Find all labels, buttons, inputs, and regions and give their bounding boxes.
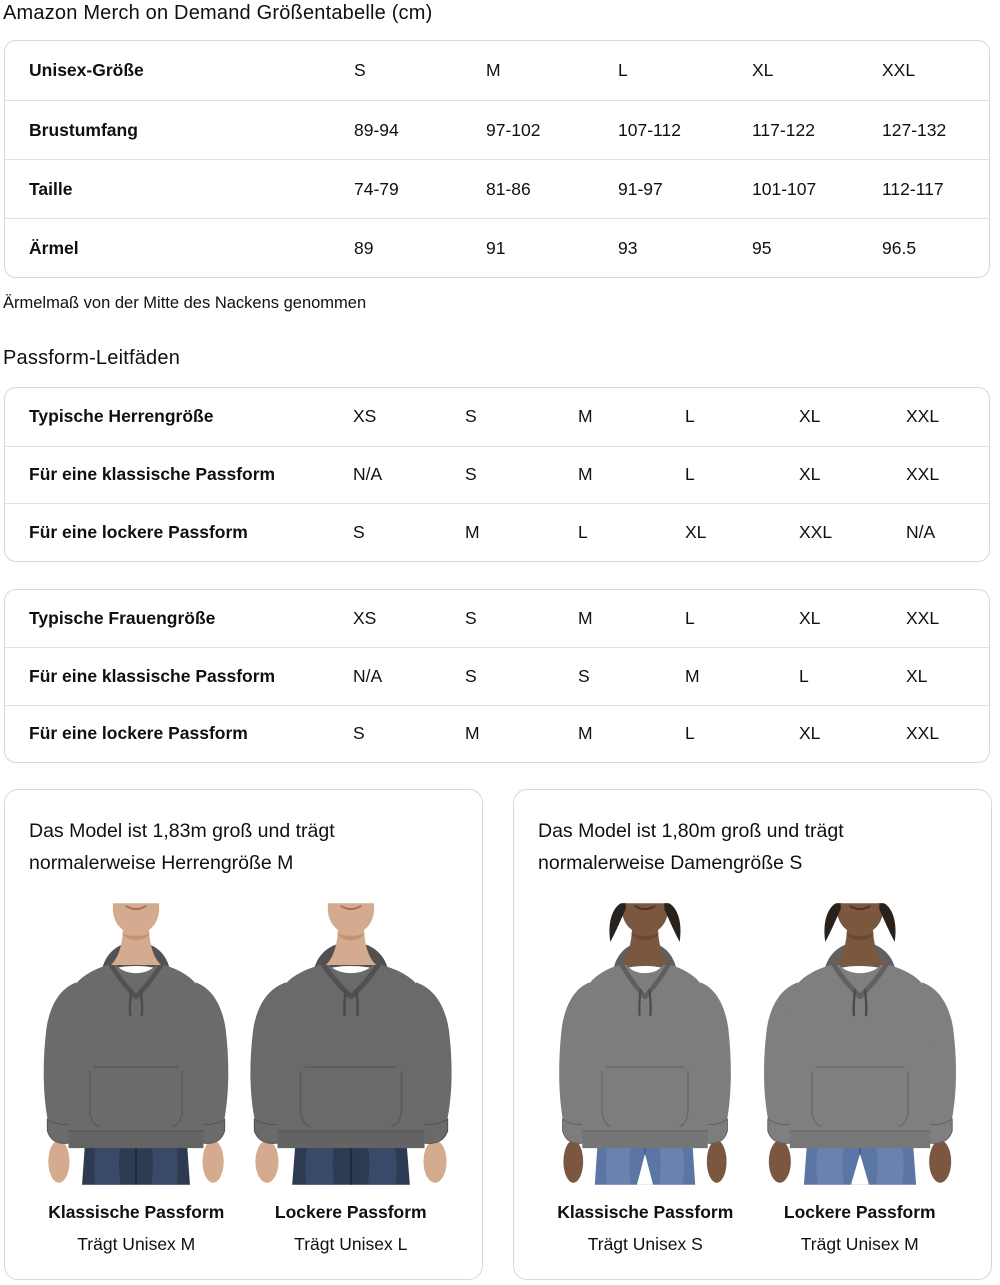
table-row — [5, 100, 989, 159]
size-cell: M — [578, 406, 593, 427]
size-cell: 96.5 — [882, 237, 917, 258]
size-cell: XL — [799, 723, 821, 744]
women-model-figures — [538, 903, 967, 1255]
fit-guides-heading: Passform-Leitfäden — [3, 347, 181, 369]
table-row — [5, 388, 989, 446]
size-cell: XXL — [799, 521, 833, 542]
table-row — [5, 503, 989, 561]
size-cell: 81-86 — [486, 178, 531, 199]
fit-label: Lockere Passform — [783, 1202, 936, 1222]
model-photo — [30, 903, 242, 1185]
size-cell: N/A — [353, 464, 383, 485]
size-cell: 93 — [618, 237, 638, 258]
table-row — [5, 41, 989, 100]
size-cell: XL — [799, 406, 821, 427]
size-cell: L — [685, 406, 695, 427]
model-figure — [244, 903, 459, 1255]
row-label: Taille — [29, 178, 73, 199]
size-cell: 101-107 — [752, 178, 817, 199]
size-label: Trägt Unisex M — [800, 1234, 919, 1254]
size-cell: 89-94 — [354, 119, 399, 140]
row-label: Unisex-Größe — [29, 60, 144, 80]
women-fit-table — [4, 589, 990, 764]
size-cell: XL — [799, 607, 821, 628]
size-cell: XL — [799, 464, 821, 485]
size-cell: S — [465, 464, 477, 485]
size-cell: 95 — [752, 237, 772, 258]
model-figure — [29, 903, 244, 1255]
table-row — [5, 590, 989, 648]
size-cell: L — [578, 521, 588, 542]
size-cell: L — [685, 464, 695, 485]
model-figure — [753, 903, 968, 1255]
size-cell: S — [465, 607, 477, 628]
size-cell: 91 — [486, 237, 506, 258]
men-model-figures — [29, 903, 458, 1255]
table-row — [5, 218, 989, 277]
size-cell: L — [685, 607, 695, 628]
size-cell: XXL — [906, 406, 940, 427]
size-cell: S — [578, 665, 590, 686]
size-cell: XL — [685, 521, 707, 542]
size-cell: XS — [353, 406, 377, 427]
sleeve-measure-note: Ärmelmaß von der Mitte des Nackens genommen — [3, 294, 367, 312]
size-cell: XXL — [882, 60, 916, 80]
fit-label: Klassische Passform — [557, 1202, 734, 1222]
size-cell: 91-97 — [618, 178, 663, 199]
size-cell: M — [486, 60, 501, 80]
model-figure — [538, 903, 753, 1255]
size-cell: S — [353, 723, 365, 744]
size-cell: M — [578, 464, 593, 485]
size-cell: L — [618, 60, 628, 80]
size-cell: XL — [906, 665, 928, 686]
men-model-card — [4, 789, 483, 1280]
size-label: Trägt Unisex S — [587, 1234, 703, 1254]
row-label: Für eine lockere Passform — [29, 521, 248, 542]
table-row — [5, 705, 989, 763]
women-model-card — [513, 789, 992, 1280]
row-label: Brustumfang — [29, 119, 138, 140]
women-card-heading: Das Model ist 1,80m groß und trägt normalerweise Damengröße S — [538, 820, 844, 874]
model-photo — [754, 903, 966, 1185]
size-label: Trägt Unisex M — [77, 1234, 196, 1254]
size-cell: 97-102 — [486, 119, 541, 140]
fit-label: Lockere Passform — [274, 1202, 427, 1222]
row-label: Ärmel — [29, 237, 79, 258]
row-label: Typische Frauengröße — [29, 607, 216, 628]
size-cell: 107-112 — [618, 119, 681, 140]
size-cell: L — [685, 723, 695, 744]
size-cell: XL — [752, 60, 774, 80]
size-cell: 112-117 — [882, 178, 944, 199]
row-label: Für eine klassische Passform — [29, 464, 276, 485]
men-fit-table — [4, 387, 990, 562]
size-cell: M — [685, 665, 700, 686]
size-cell: S — [353, 521, 365, 542]
page-title: Amazon Merch on Demand Größentabelle (cm) — [3, 2, 433, 24]
row-label: Für eine lockere Passform — [29, 723, 248, 744]
size-cell: S — [465, 406, 477, 427]
size-cell: 117-122 — [752, 119, 815, 140]
size-cell: 127-132 — [882, 119, 947, 140]
size-label: Trägt Unisex L — [294, 1234, 408, 1254]
size-cell: M — [578, 607, 593, 628]
table-row — [5, 446, 989, 504]
size-cell: M — [465, 723, 480, 744]
size-cell: M — [578, 723, 593, 744]
model-photo — [539, 903, 751, 1185]
size-cell: N/A — [353, 665, 383, 686]
men-card-heading: Das Model ist 1,83m groß und trägt normalerweise Herrengröße M — [29, 820, 335, 874]
size-cell: XS — [353, 607, 377, 628]
size-cell: N/A — [906, 521, 936, 542]
size-cell: M — [465, 521, 480, 542]
model-cards — [4, 789, 992, 1280]
size-cell: S — [465, 665, 477, 686]
size-cell: 74-79 — [354, 178, 399, 199]
table-row — [5, 647, 989, 705]
size-cell: S — [354, 60, 366, 80]
table-row — [5, 159, 989, 218]
unisex-size-table — [4, 40, 990, 278]
size-cell: XXL — [906, 723, 940, 744]
size-cell: XXL — [906, 464, 940, 485]
fit-label: Klassische Passform — [48, 1202, 225, 1222]
row-label: Für eine klassische Passform — [29, 665, 276, 686]
size-cell: 89 — [354, 237, 374, 258]
size-cell: XXL — [906, 607, 940, 628]
model-photo — [245, 903, 457, 1185]
row-label: Typische Herrengröße — [29, 406, 214, 427]
size-cell: L — [799, 665, 809, 686]
